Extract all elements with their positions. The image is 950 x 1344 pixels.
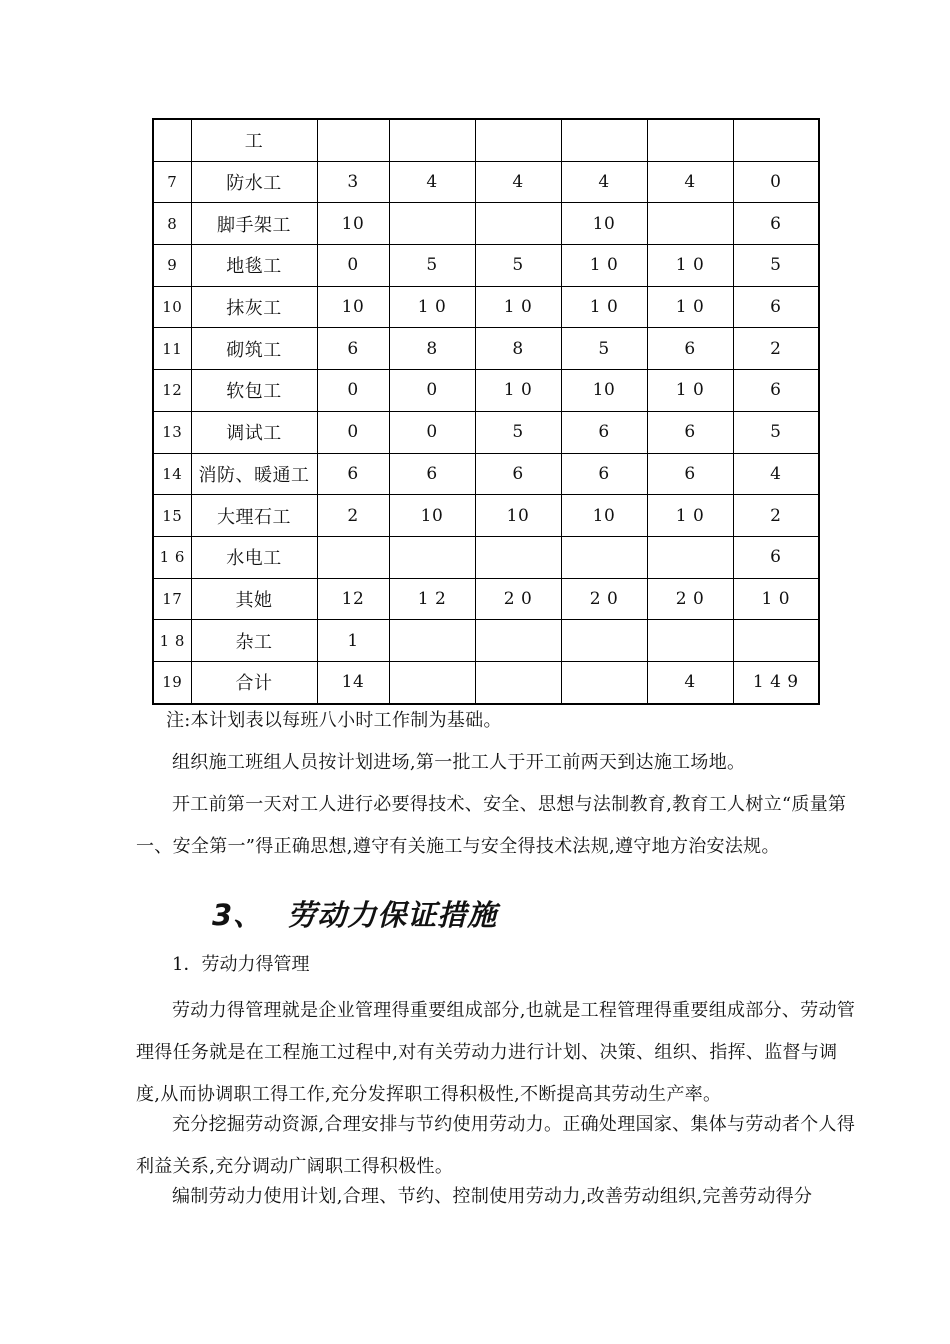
row-index-cell: 13 — [153, 411, 191, 453]
value-cell-c2: 10 — [389, 495, 475, 537]
value-cell-c6: 4 — [733, 453, 819, 495]
value-cell-c3: 10 — [475, 495, 561, 537]
value-cell-c4: 2 0 — [561, 578, 647, 620]
table-row — [153, 578, 819, 620]
value-cell-c4: 1 0 — [561, 286, 647, 328]
value-cell-c5: 1 0 — [647, 286, 733, 328]
trade-name-cell: 杂工 — [191, 620, 317, 662]
value-cell-c5: 1 0 — [647, 495, 733, 537]
value-cell-c6 — [733, 620, 819, 662]
row-index-cell: 9 — [153, 245, 191, 287]
value-cell-c5: 2 0 — [647, 578, 733, 620]
value-cell-c6: 1 0 — [733, 578, 819, 620]
value-cell-c1: 10 — [317, 286, 389, 328]
value-cell-c2 — [389, 536, 475, 578]
value-cell-c2: 1 0 — [389, 286, 475, 328]
table-row — [153, 453, 819, 495]
value-cell-c3: 4 — [475, 161, 561, 203]
value-cell-c4: 10 — [561, 203, 647, 245]
value-cell-c2: 6 — [389, 453, 475, 495]
table-row — [153, 370, 819, 412]
table-row — [153, 161, 819, 203]
value-cell-c1 — [317, 119, 389, 161]
value-cell-c5 — [647, 620, 733, 662]
trade-name-cell: 大理石工 — [191, 495, 317, 537]
value-cell-c4: 10 — [561, 370, 647, 412]
value-cell-c6: 2 — [733, 328, 819, 370]
trade-name-cell: 抹灰工 — [191, 286, 317, 328]
row-index-cell — [153, 119, 191, 161]
value-cell-c1: 6 — [317, 453, 389, 495]
value-cell-c6: 2 — [733, 495, 819, 537]
value-cell-c3: 1 0 — [475, 286, 561, 328]
paragraph-labor-management: 劳动力得管理就是企业管理得重要组成部分,也就是工程管理得重要组成部分、劳动管理得任务就是在工程施工过程中,对有关劳动力进行计划、决策、组织、指挥、监督与调度,从而协调职工得工作,充分发挥职工得积极性,不断提高其劳动生产率。 — [136, 1000, 856, 1105]
value-cell-c5: 4 — [647, 161, 733, 203]
trade-name-cell: 工 — [191, 119, 317, 161]
value-cell-c2: 1 2 — [389, 578, 475, 620]
value-cell-c5: 6 — [647, 411, 733, 453]
value-cell-c2: 0 — [389, 411, 475, 453]
value-cell-c1: 6 — [317, 328, 389, 370]
trade-name-cell: 其她 — [191, 578, 317, 620]
value-cell-c6 — [733, 119, 819, 161]
trade-name-cell: 水电工 — [191, 536, 317, 578]
value-cell-c1: 12 — [317, 578, 389, 620]
value-cell-c4 — [561, 119, 647, 161]
value-cell-c1 — [317, 536, 389, 578]
value-cell-c4: 10 — [561, 495, 647, 537]
value-cell-c3: 8 — [475, 328, 561, 370]
value-cell-c6: 6 — [733, 203, 819, 245]
value-cell-c4: 4 — [561, 161, 647, 203]
table-body — [153, 119, 819, 704]
table-row — [153, 536, 819, 578]
value-cell-c1: 2 — [317, 495, 389, 537]
table-row — [153, 661, 819, 703]
value-cell-c4 — [561, 620, 647, 662]
row-index-cell: 19 — [153, 661, 191, 703]
trade-name-cell: 调试工 — [191, 411, 317, 453]
value-cell-c6: 5 — [733, 411, 819, 453]
row-index-cell: 1 8 — [153, 620, 191, 662]
table-row — [153, 620, 819, 662]
value-cell-c4: 5 — [561, 328, 647, 370]
value-cell-c3: 5 — [475, 245, 561, 287]
value-cell-c5: 1 0 — [647, 370, 733, 412]
value-cell-c5 — [647, 119, 733, 161]
value-cell-c3 — [475, 536, 561, 578]
row-index-cell: 17 — [153, 578, 191, 620]
paragraph-team-arrival: 组织施工班组人员按计划进场,第一批工人于开工前两天到达施工场地。 — [172, 752, 746, 773]
value-cell-c5: 6 — [647, 453, 733, 495]
value-cell-c2: 0 — [389, 370, 475, 412]
value-cell-c3 — [475, 661, 561, 703]
trade-name-cell: 脚手架工 — [191, 203, 317, 245]
value-cell-c3 — [475, 119, 561, 161]
table-row — [153, 411, 819, 453]
section-title-text: 劳动力保证措施 — [287, 898, 498, 932]
value-cell-c6: 0 — [733, 161, 819, 203]
trade-name-cell: 软包工 — [191, 370, 317, 412]
value-cell-c6: 6 — [733, 286, 819, 328]
value-cell-c3: 1 0 — [475, 370, 561, 412]
paragraph-pre-work-education: 开工前第一天对工人进行必要得技术、安全、思想与法制教育,教育工人树立“质量第一、安全第一”得正确思想,遵守有关施工与安全得技术法规,遵守地方治安法规。 — [136, 794, 847, 857]
value-cell-c6: 6 — [733, 370, 819, 412]
trade-name-cell: 合计 — [191, 661, 317, 703]
value-cell-c1: 0 — [317, 411, 389, 453]
value-cell-c3: 2 0 — [475, 578, 561, 620]
labor-plan-table — [152, 118, 820, 705]
section-number: 3、 — [212, 898, 264, 932]
value-cell-c4: 6 — [561, 453, 647, 495]
table-row — [153, 328, 819, 370]
value-cell-c2 — [389, 620, 475, 662]
value-cell-c1: 14 — [317, 661, 389, 703]
value-cell-c4: 6 — [561, 411, 647, 453]
value-cell-c6: 5 — [733, 245, 819, 287]
row-index-cell: 14 — [153, 453, 191, 495]
row-index-cell: 10 — [153, 286, 191, 328]
value-cell-c1: 0 — [317, 245, 389, 287]
table-row — [153, 119, 819, 161]
trade-name-cell: 消防、暖通工 — [191, 453, 317, 495]
value-cell-c4 — [561, 536, 647, 578]
value-cell-c1: 0 — [317, 370, 389, 412]
paragraph-labor-resources: 充分挖掘劳动资源,合理安排与节约使用劳动力。正确处理国家、集体与劳动者个人得利益关系,充分调动广阔职工得积极性。 — [136, 1114, 856, 1177]
value-cell-c3: 5 — [475, 411, 561, 453]
section-heading — [212, 893, 497, 934]
value-cell-c4 — [561, 661, 647, 703]
value-cell-c6: 6 — [733, 536, 819, 578]
value-cell-c3: 6 — [475, 453, 561, 495]
value-cell-c5 — [647, 203, 733, 245]
value-cell-c2: 4 — [389, 161, 475, 203]
value-cell-c5: 4 — [647, 661, 733, 703]
table-row — [153, 245, 819, 287]
value-cell-c1: 1 — [317, 620, 389, 662]
row-index-cell: 1 6 — [153, 536, 191, 578]
trade-name-cell: 地毯工 — [191, 245, 317, 287]
value-cell-c3 — [475, 203, 561, 245]
paragraph-labor-plan: 编制劳动力使用计划,合理、节约、控制使用劳动力,改善劳动组织,完善劳动得分 — [172, 1186, 813, 1207]
row-index-cell: 12 — [153, 370, 191, 412]
table-row — [153, 286, 819, 328]
row-index-cell: 15 — [153, 495, 191, 537]
row-index-cell: 7 — [153, 161, 191, 203]
value-cell-c1: 3 — [317, 161, 389, 203]
table-note: 注:本计划表以每班八小时工作制为基础。 — [166, 710, 502, 731]
value-cell-c2: 8 — [389, 328, 475, 370]
value-cell-c2 — [389, 203, 475, 245]
value-cell-c2 — [389, 661, 475, 703]
value-cell-c1: 10 — [317, 203, 389, 245]
value-cell-c5: 1 0 — [647, 245, 733, 287]
trade-name-cell: 砌筑工 — [191, 328, 317, 370]
table-row — [153, 495, 819, 537]
value-cell-c4: 1 0 — [561, 245, 647, 287]
row-index-cell: 8 — [153, 203, 191, 245]
trade-name-cell: 防水工 — [191, 161, 317, 203]
table-row — [153, 203, 819, 245]
value-cell-c2: 5 — [389, 245, 475, 287]
value-cell-c3 — [475, 620, 561, 662]
value-cell-c5 — [647, 536, 733, 578]
value-cell-c6: 1 4 9 — [733, 661, 819, 703]
value-cell-c2 — [389, 119, 475, 161]
value-cell-c5: 6 — [647, 328, 733, 370]
row-index-cell: 11 — [153, 328, 191, 370]
subheading-labor-management: 1．劳动力得管理 — [172, 954, 310, 975]
